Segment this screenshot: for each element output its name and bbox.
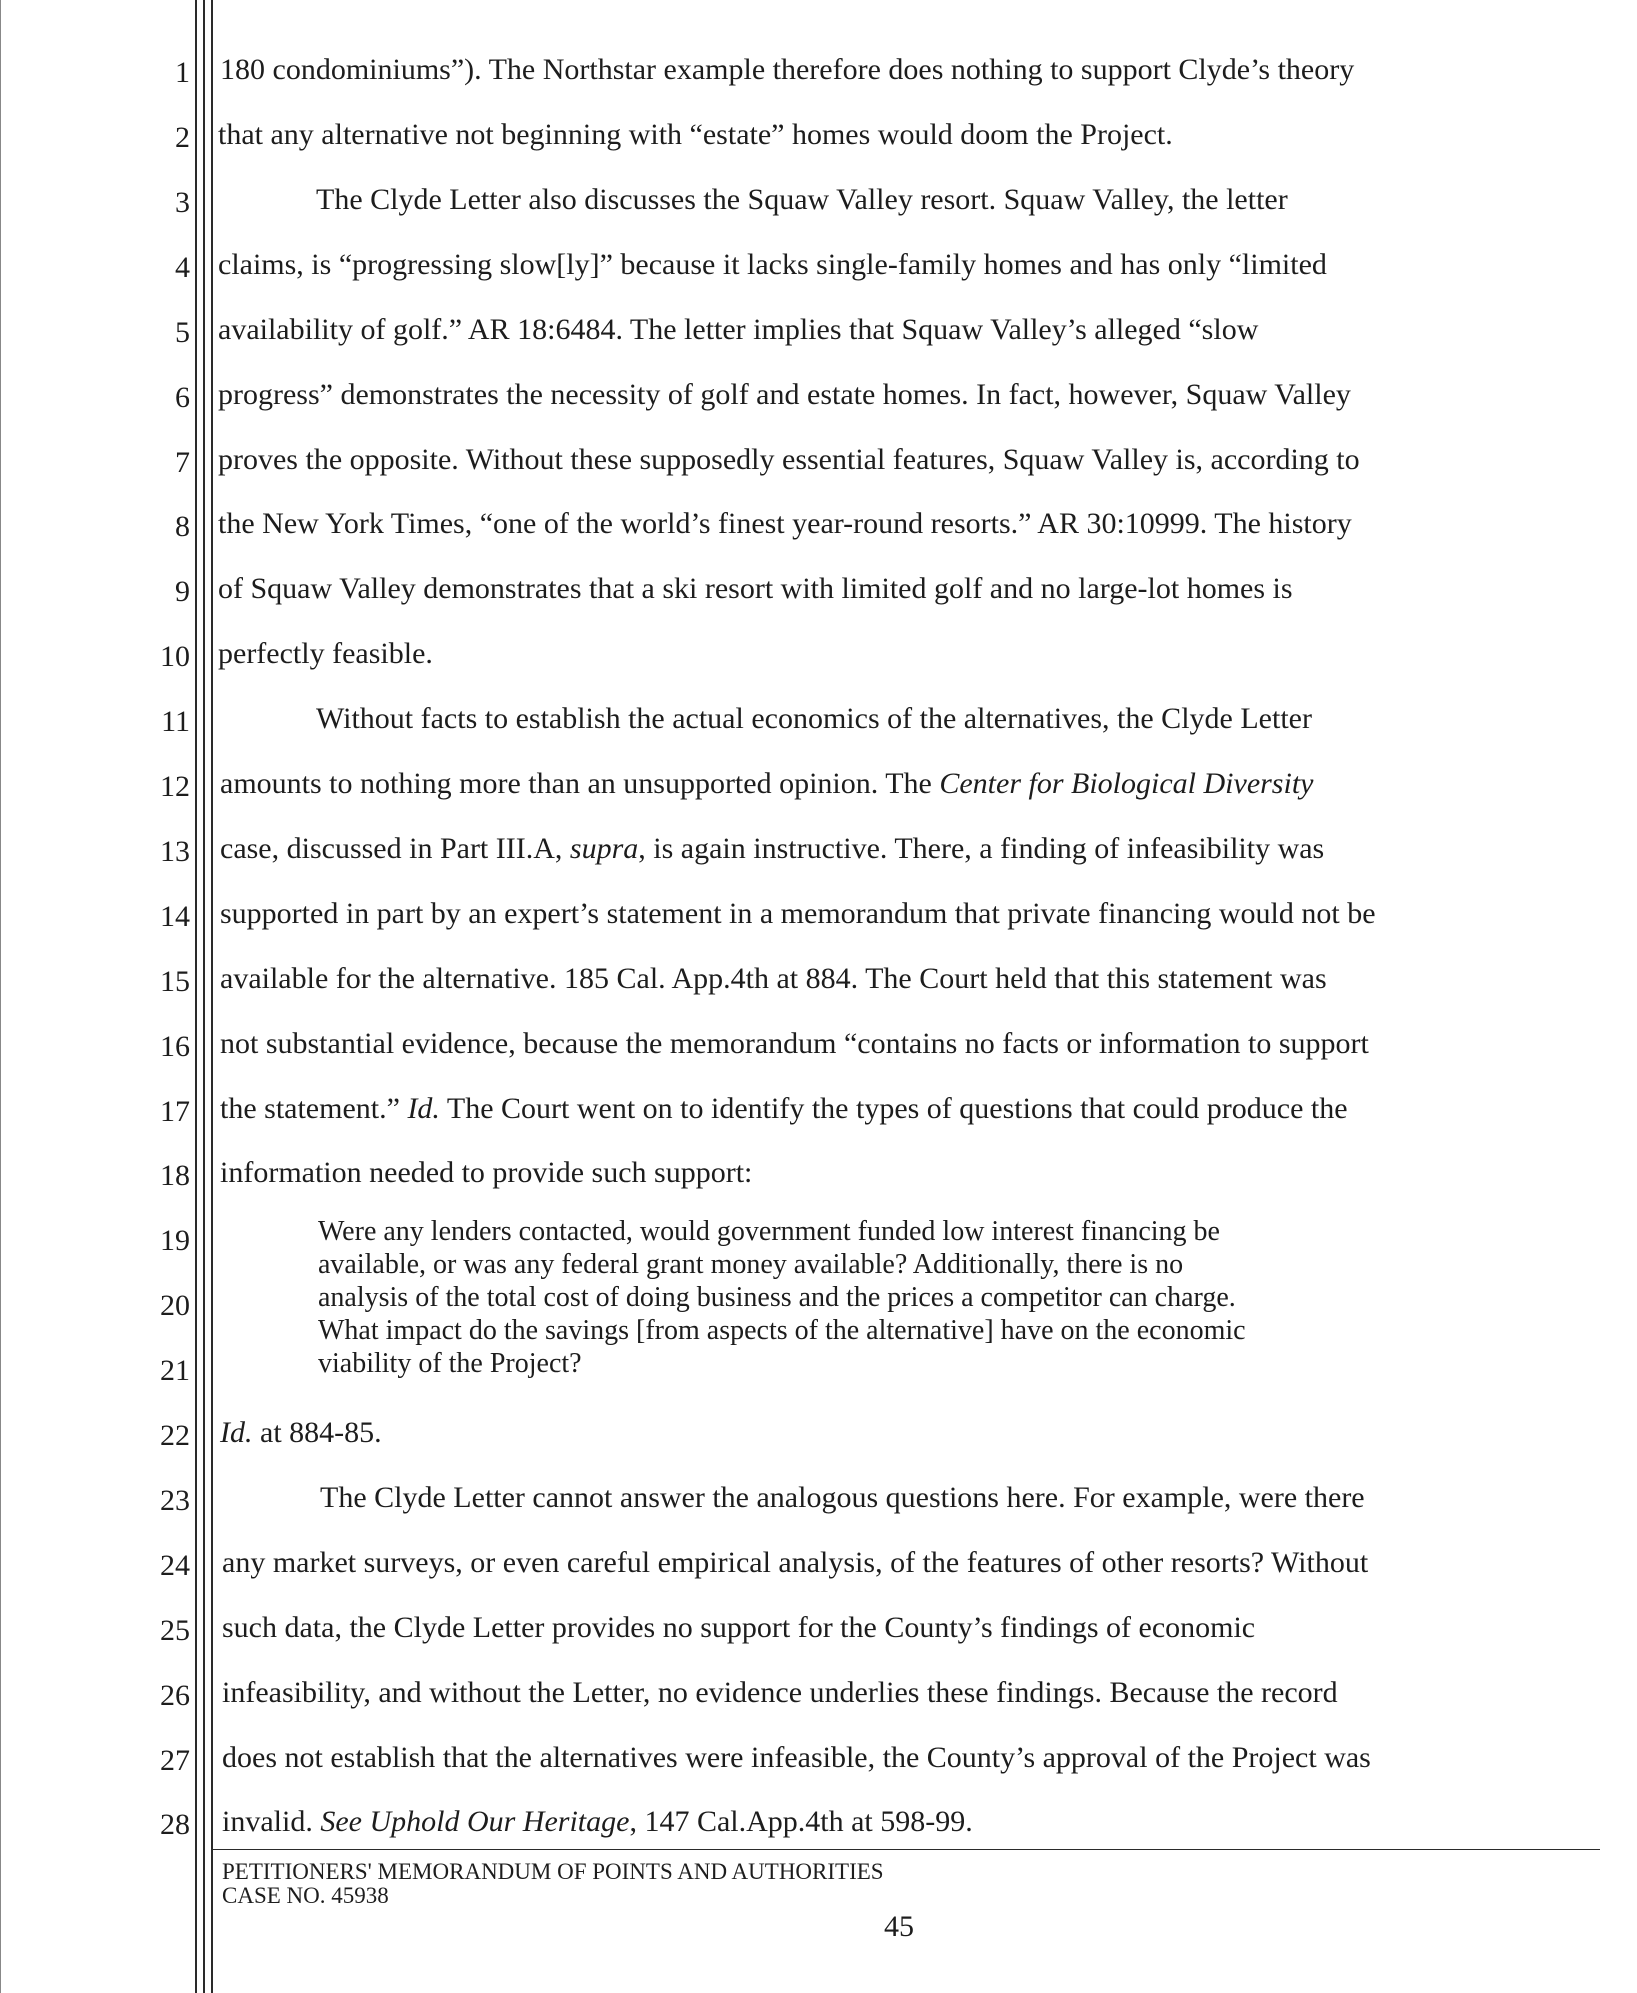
line-number: 9 (175, 575, 190, 608)
text-run: case, discussed in Part III.A, (220, 832, 570, 865)
text-line: not substantial evidence, because the memorandum “contains no facts or information to support (220, 1027, 1369, 1060)
text-line (220, 767, 1313, 801)
line-number: 18 (160, 1159, 190, 1192)
quote-line: Were any lenders contacted, would government funded low interest financing be (318, 1216, 1220, 1247)
left-margin-rule-3 (211, 0, 213, 1993)
id-italic: Id. (220, 1416, 253, 1449)
left-margin-rule-1 (195, 0, 197, 1993)
line-number: 24 (160, 1549, 190, 1582)
line-number: 28 (160, 1808, 190, 1841)
line-number: 23 (160, 1484, 190, 1517)
line-number: 16 (160, 1030, 190, 1063)
text-line: does not establish that the alternatives were infeasible, the County’s approval of the Project was (222, 1741, 1371, 1774)
line-number: 6 (175, 381, 190, 414)
footer-case-number: CASE NO. 45938 (222, 1883, 389, 1908)
text-line: availability of golf.” AR 18:6484. The letter implies that Squaw Valley’s alleged “slow (218, 313, 1259, 346)
text-run: , is again instructive. There, a finding of infeasibility was (638, 832, 1325, 865)
page-edge-rule (0, 0, 1, 1993)
text-line: infeasibility, and without the Letter, no evidence underlies these findings. Because the record (222, 1676, 1338, 1709)
page-number: 45 (884, 1910, 914, 1943)
case-citation-italic: See Uphold Our Heritage (320, 1805, 630, 1838)
quote-line: available, or was any federal grant money available? Additionally, there is no (318, 1249, 1184, 1280)
text-line: 180 condominiums”). The Northstar example therefore does nothing to support Clyde’s theory (220, 53, 1355, 86)
text-line (220, 1416, 382, 1450)
quote-line: What impact do the savings [from aspects of the alternative] have on the economic (318, 1315, 1246, 1346)
line-number: 21 (160, 1354, 190, 1387)
left-margin-rule-2 (203, 0, 205, 1993)
line-number: 14 (160, 900, 190, 933)
text-line: The Clyde Letter cannot answer the analogous questions here. For example, were there (320, 1481, 1365, 1514)
line-number: 1 (175, 56, 190, 89)
line-number: 27 (160, 1744, 190, 1777)
quote-line: viability of the Project? (318, 1348, 582, 1379)
text-line: Without facts to establish the actual economics of the alternatives, the Clyde Letter (316, 702, 1312, 735)
line-number: 12 (160, 770, 190, 803)
line-number: 5 (175, 316, 190, 349)
line-number: 11 (161, 705, 190, 738)
text-run: the statement.” (220, 1092, 408, 1125)
case-name-italic: Center for Biological Diversity (939, 767, 1314, 800)
text-line: claims, is “progressing slow[ly]” because it lacks single-family homes and has only “limited (218, 248, 1327, 281)
text-line: any market surveys, or even careful empirical analysis, of the features of other resorts? Without (222, 1546, 1369, 1579)
text-line: progress” demonstrates the necessity of golf and estate homes. In fact, however, Squaw Valley (218, 378, 1351, 411)
line-number: 20 (160, 1289, 190, 1322)
text-line: that any alternative not beginning with “estate” homes would doom the Project. (218, 118, 1173, 151)
line-number: 26 (160, 1679, 190, 1712)
quote-line: analysis of the total cost of doing business and the prices a competitor can charge. (318, 1282, 1236, 1313)
line-number: 3 (175, 186, 190, 219)
text-line: the New York Times, “one of the world’s finest year-round resorts.” AR 30:10999. The history (218, 507, 1352, 540)
line-number: 22 (160, 1419, 190, 1452)
supra-italic: supra (569, 832, 639, 865)
line-number: 13 (160, 835, 190, 868)
line-number: 4 (175, 251, 190, 284)
text-line (220, 832, 1324, 866)
text-run: The Court went on to identify the types of questions that could produce the (439, 1092, 1348, 1125)
line-number: 2 (175, 121, 190, 154)
line-number: 7 (175, 446, 190, 479)
text-line: of Squaw Valley demonstrates that a ski resort with limited golf and no large-lot homes is (218, 572, 1293, 605)
text-line: The Clyde Letter also discusses the Squaw Valley resort. Squaw Valley, the letter (316, 183, 1288, 216)
text-line: information needed to provide such support: (220, 1156, 753, 1189)
text-run: invalid. (222, 1805, 321, 1838)
line-number: 17 (160, 1095, 190, 1128)
id-italic: Id. (407, 1092, 440, 1125)
text-line (220, 1092, 1348, 1126)
line-number: 25 (160, 1614, 190, 1647)
footer-rule (212, 1849, 1600, 1850)
footer-title: PETITIONERS' MEMORANDUM OF POINTS AND AUTHORITIES (222, 1859, 884, 1884)
text-line: proves the opposite. Without these supposedly essential features, Squaw Valley is, according to (218, 443, 1360, 476)
text-line: perfectly feasible. (218, 637, 433, 670)
line-number: 8 (175, 510, 190, 543)
line-number: 15 (160, 965, 190, 998)
line-number: 19 (160, 1224, 190, 1257)
text-line: available for the alternative. 185 Cal. App.4th at 884. The Court held that this statement was (220, 962, 1327, 995)
line-number: 10 (160, 640, 190, 673)
text-run: amounts to nothing more than an unsupported opinion. The (220, 767, 940, 800)
text-line: supported in part by an expert’s statement in a memorandum that private financing would not be (220, 897, 1376, 930)
text-line (222, 1805, 973, 1839)
text-line: such data, the Clyde Letter provides no support for the County’s findings of economic (222, 1611, 1256, 1644)
text-run: at 884-85. (252, 1416, 382, 1449)
text-run: , 147 Cal.App.4th at 598-99. (629, 1805, 973, 1838)
